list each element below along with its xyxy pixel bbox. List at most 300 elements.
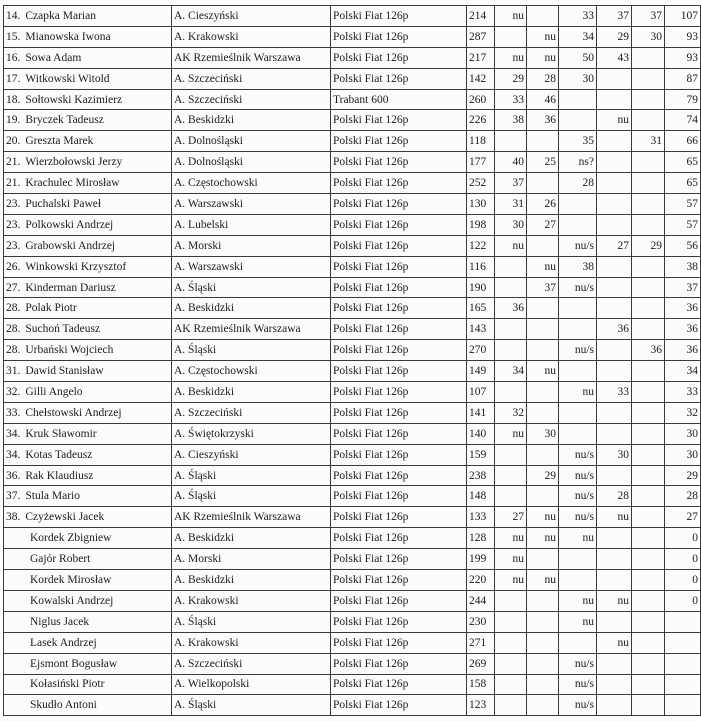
competitor-cell: [4, 382, 172, 403]
car-cell: Polski Fiat 126p: [331, 194, 467, 215]
stage-score-cell: [559, 214, 597, 235]
competitor-cell: [4, 695, 172, 716]
stage-score-cell: 29: [597, 26, 632, 47]
table-row: [4, 89, 701, 110]
results-body: [4, 6, 701, 716]
stage-score-cell: 29: [632, 235, 665, 256]
stage-score-cell: ns?: [559, 152, 597, 173]
stage-score-cell: nu: [527, 528, 559, 549]
total-points-cell: 34: [665, 361, 701, 382]
table-row: [4, 549, 701, 570]
stage-score-cell: [632, 507, 665, 528]
club-cell: A. Krakowski: [172, 26, 331, 47]
stage-score-cell: 34: [495, 361, 527, 382]
competitor-name: Urbański Wojciech: [25, 344, 114, 357]
stage-score-cell: [527, 173, 559, 194]
stage-score-cell: 27: [495, 507, 527, 528]
car-cell: Polski Fiat 126p: [331, 570, 467, 591]
position-label: 14.: [6, 9, 21, 22]
stage-score-cell: 26: [527, 194, 559, 215]
car-cell: Polski Fiat 126p: [331, 152, 467, 173]
total-points-cell: 79: [665, 89, 701, 110]
stage-score-cell: 27: [527, 214, 559, 235]
stage-score-cell: 29: [527, 465, 559, 486]
club-cell: A. Świętokrzyski: [172, 423, 331, 444]
competitor-cell: [4, 6, 172, 27]
stage-score-cell: [495, 277, 527, 298]
table-row: [4, 173, 701, 194]
stage-score-cell: [559, 423, 597, 444]
total-points-cell: 65: [665, 173, 701, 194]
competitor-name: Wierzbołowski Jerzy: [25, 156, 123, 169]
table-row: [4, 26, 701, 47]
table-row: [4, 194, 701, 215]
stage-score-cell: [527, 590, 559, 611]
stage-score-cell: 36: [632, 340, 665, 361]
stage-score-cell: [527, 674, 559, 695]
competitor-name: Krachulec Mirosław: [25, 177, 120, 190]
car-cell: Polski Fiat 126p: [331, 653, 467, 674]
stage-score-cell: nu: [597, 632, 632, 653]
stage-score-cell: 40: [495, 152, 527, 173]
stage-score-cell: [597, 277, 632, 298]
position-label: 32.: [6, 385, 21, 398]
stage-score-cell: [495, 465, 527, 486]
position-label: 33.: [6, 406, 21, 419]
stage-score-cell: [527, 382, 559, 403]
stage-score-cell: [632, 277, 665, 298]
total-points-cell: [665, 653, 701, 674]
club-cell: A. Beskidzki: [172, 382, 331, 403]
total-points-cell: 93: [665, 47, 701, 68]
stage-score-cell: [632, 632, 665, 653]
stage-score-cell: nu: [597, 110, 632, 131]
competitor-name: Kołasiński Piotr: [30, 678, 105, 691]
total-points-cell: 107: [665, 6, 701, 27]
stage-score-cell: nu/s: [559, 695, 597, 716]
stage-score-cell: [597, 465, 632, 486]
total-points-cell: 0: [665, 528, 701, 549]
table-row: [4, 214, 701, 235]
stage-score-cell: [632, 194, 665, 215]
total-points-cell: 29: [665, 465, 701, 486]
competitor-name: Czyżewski Jacek: [25, 511, 105, 524]
stage-score-cell: nu: [559, 528, 597, 549]
table-row: [4, 507, 701, 528]
start-number-cell: 220: [467, 570, 495, 591]
stage-score-cell: nu: [527, 47, 559, 68]
competitor-cell: [4, 152, 172, 173]
stage-score-cell: [597, 340, 632, 361]
competitor-cell: [4, 528, 172, 549]
total-points-cell: 56: [665, 235, 701, 256]
club-cell: A. Beskidzki: [172, 528, 331, 549]
stage-score-cell: [527, 298, 559, 319]
club-cell: A. Morski: [172, 549, 331, 570]
position-label: 21.: [6, 177, 21, 190]
stage-score-cell: [597, 298, 632, 319]
car-cell: Polski Fiat 126p: [331, 110, 467, 131]
club-cell: A. Cieszyński: [172, 444, 331, 465]
club-cell: A. Beskidzki: [172, 110, 331, 131]
club-cell: A. Częstochowski: [172, 173, 331, 194]
stage-score-cell: [597, 256, 632, 277]
stage-score-cell: 30: [495, 214, 527, 235]
stage-score-cell: 38: [495, 110, 527, 131]
start-number-cell: 118: [467, 131, 495, 152]
car-cell: Polski Fiat 126p: [331, 486, 467, 507]
stage-score-cell: 37: [527, 277, 559, 298]
total-points-cell: 38: [665, 256, 701, 277]
position-label: 18.: [6, 93, 21, 106]
car-cell: Polski Fiat 126p: [331, 632, 467, 653]
competitor-name: Sowa Adam: [25, 51, 82, 64]
stage-score-cell: [632, 465, 665, 486]
stage-score-cell: [495, 486, 527, 507]
position-label: 23.: [6, 197, 21, 210]
club-cell: A. Morski: [172, 235, 331, 256]
stage-score-cell: [559, 549, 597, 570]
stage-score-cell: [632, 611, 665, 632]
stage-score-cell: [527, 340, 559, 361]
total-points-cell: 36: [665, 340, 701, 361]
stage-score-cell: 34: [559, 26, 597, 47]
table-row: [4, 319, 701, 340]
stage-score-cell: [495, 256, 527, 277]
stage-score-cell: nu/s: [559, 444, 597, 465]
start-number-cell: 177: [467, 152, 495, 173]
stage-score-cell: nu: [527, 26, 559, 47]
competitor-cell: [4, 507, 172, 528]
car-cell: Polski Fiat 126p: [331, 214, 467, 235]
start-number-cell: 128: [467, 528, 495, 549]
club-cell: A. Dolnośląski: [172, 131, 331, 152]
stage-score-cell: 31: [632, 131, 665, 152]
club-cell: A. Szczeciński: [172, 89, 331, 110]
total-points-cell: 28: [665, 486, 701, 507]
competitor-name: Puchalski Paweł: [25, 197, 102, 210]
stage-score-cell: [495, 444, 527, 465]
start-number-cell: 199: [467, 549, 495, 570]
car-cell: Polski Fiat 126p: [331, 507, 467, 528]
stage-score-cell: [559, 570, 597, 591]
stage-score-cell: [559, 194, 597, 215]
competitor-name: Lasek Andrzej: [30, 636, 97, 649]
stage-score-cell: 32: [495, 402, 527, 423]
start-number-cell: 130: [467, 194, 495, 215]
table-row: [4, 68, 701, 89]
competitor-cell: [4, 131, 172, 152]
stage-score-cell: [495, 382, 527, 403]
stage-score-cell: 28: [597, 486, 632, 507]
position-label: 34.: [6, 448, 21, 461]
stage-score-cell: 37: [597, 6, 632, 27]
competitor-cell: [4, 319, 172, 340]
stage-score-cell: [597, 423, 632, 444]
stage-score-cell: 30: [632, 26, 665, 47]
stage-score-cell: [632, 214, 665, 235]
stage-score-cell: 28: [559, 173, 597, 194]
stage-score-cell: [632, 549, 665, 570]
stage-score-cell: 27: [597, 235, 632, 256]
start-number-cell: 116: [467, 256, 495, 277]
stage-score-cell: nu: [527, 507, 559, 528]
total-points-cell: 30: [665, 423, 701, 444]
stage-score-cell: 37: [495, 173, 527, 194]
club-cell: A. Częstochowski: [172, 361, 331, 382]
stage-score-cell: [597, 570, 632, 591]
competitor-cell: [4, 26, 172, 47]
car-cell: Polski Fiat 126p: [331, 444, 467, 465]
stage-score-cell: 36: [527, 110, 559, 131]
start-number-cell: 214: [467, 6, 495, 27]
stage-score-cell: [559, 319, 597, 340]
stage-score-cell: [527, 444, 559, 465]
competitor-name: Polkowski Andrzej: [25, 218, 114, 231]
stage-score-cell: [632, 361, 665, 382]
car-cell: Polski Fiat 126p: [331, 173, 467, 194]
competitor-cell: [4, 68, 172, 89]
club-cell: A. Krakowski: [172, 632, 331, 653]
car-cell: Polski Fiat 126p: [331, 423, 467, 444]
stage-score-cell: [597, 402, 632, 423]
competitor-cell: [4, 486, 172, 507]
car-cell: Polski Fiat 126p: [331, 361, 467, 382]
table-row: [4, 528, 701, 549]
table-row: [4, 340, 701, 361]
stage-score-cell: [632, 528, 665, 549]
stage-score-cell: [632, 68, 665, 89]
club-cell: A. Śląski: [172, 611, 331, 632]
position-label: 37.: [6, 490, 21, 503]
start-number-cell: 143: [467, 319, 495, 340]
start-number-cell: 287: [467, 26, 495, 47]
stage-score-cell: 50: [559, 47, 597, 68]
start-number-cell: 165: [467, 298, 495, 319]
stage-score-cell: [597, 131, 632, 152]
table-row: [4, 298, 701, 319]
car-cell: Polski Fiat 126p: [331, 590, 467, 611]
stage-score-cell: [632, 653, 665, 674]
competitor-name: Chełstowski Andrzej: [25, 406, 122, 419]
competitor-name: Greszta Marek: [25, 135, 94, 148]
competitor-cell: [4, 214, 172, 235]
stage-score-cell: [632, 110, 665, 131]
stage-score-cell: [597, 653, 632, 674]
car-cell: Polski Fiat 126p: [331, 340, 467, 361]
stage-score-cell: [495, 674, 527, 695]
start-number-cell: 159: [467, 444, 495, 465]
club-cell: AK Rzemieślnik Warszawa: [172, 47, 331, 68]
table-row: [4, 6, 701, 27]
competitor-cell: [4, 402, 172, 423]
car-cell: Polski Fiat 126p: [331, 465, 467, 486]
club-cell: A. Krakowski: [172, 590, 331, 611]
stage-score-cell: [559, 402, 597, 423]
stage-score-cell: [597, 361, 632, 382]
car-cell: Polski Fiat 126p: [331, 319, 467, 340]
stage-score-cell: [597, 214, 632, 235]
stage-score-cell: [495, 319, 527, 340]
total-points-cell: [665, 632, 701, 653]
stage-score-cell: nu: [527, 256, 559, 277]
car-cell: Polski Fiat 126p: [331, 298, 467, 319]
stage-score-cell: 25: [527, 152, 559, 173]
club-cell: A. Śląski: [172, 695, 331, 716]
competitor-name: Gajór Robert: [30, 553, 91, 566]
stage-score-cell: [597, 611, 632, 632]
stage-score-cell: [527, 131, 559, 152]
start-number-cell: 123: [467, 695, 495, 716]
stage-score-cell: nu: [495, 570, 527, 591]
competitor-cell: [4, 549, 172, 570]
competitor-cell: [4, 277, 172, 298]
competitor-cell: [4, 674, 172, 695]
table-row: [4, 235, 701, 256]
club-cell: A. Dolnośląski: [172, 152, 331, 173]
table-row: [4, 590, 701, 611]
competitor-cell: [4, 590, 172, 611]
stage-score-cell: [632, 402, 665, 423]
total-points-cell: 37: [665, 277, 701, 298]
start-number-cell: 198: [467, 214, 495, 235]
club-cell: A. Beskidzki: [172, 570, 331, 591]
stage-score-cell: nu: [597, 507, 632, 528]
competitor-cell: [4, 423, 172, 444]
stage-score-cell: 38: [559, 256, 597, 277]
table-row: [4, 653, 701, 674]
club-cell: AK Rzemieślnik Warszawa: [172, 319, 331, 340]
stage-score-cell: 35: [559, 131, 597, 152]
stage-score-cell: nu/s: [559, 235, 597, 256]
table-row: [4, 674, 701, 695]
total-points-cell: 74: [665, 110, 701, 131]
stage-score-cell: [632, 695, 665, 716]
car-cell: Polski Fiat 126p: [331, 131, 467, 152]
club-cell: A. Wielkopolski: [172, 674, 331, 695]
table-row: [4, 277, 701, 298]
competitor-name: Suchoń Tadeusz: [25, 323, 101, 336]
competitor-name: Grabowski Andrzej: [25, 239, 116, 252]
club-cell: A. Warszawski: [172, 256, 331, 277]
total-points-cell: 0: [665, 549, 701, 570]
car-cell: Polski Fiat 126p: [331, 6, 467, 27]
club-cell: A. Śląski: [172, 486, 331, 507]
table-row: [4, 110, 701, 131]
stage-score-cell: [495, 632, 527, 653]
competitor-cell: [4, 611, 172, 632]
total-points-cell: 30: [665, 444, 701, 465]
stage-score-cell: nu: [527, 361, 559, 382]
total-points-cell: [665, 695, 701, 716]
start-number-cell: 141: [467, 402, 495, 423]
stage-score-cell: nu: [495, 528, 527, 549]
competitor-name: Kordek Zbigniew: [30, 532, 112, 545]
stage-score-cell: [597, 674, 632, 695]
car-cell: Polski Fiat 126p: [331, 382, 467, 403]
position-label: 23.: [6, 239, 21, 252]
table-row: [4, 256, 701, 277]
competitor-name: Polak Piotr: [25, 302, 77, 315]
start-number-cell: 252: [467, 173, 495, 194]
table-row: [4, 486, 701, 507]
stage-score-cell: [495, 695, 527, 716]
start-number-cell: 149: [467, 361, 495, 382]
start-number-cell: 140: [467, 423, 495, 444]
stage-score-cell: [559, 89, 597, 110]
start-number-cell: 238: [467, 465, 495, 486]
stage-score-cell: nu/s: [559, 674, 597, 695]
total-points-cell: [665, 674, 701, 695]
stage-score-cell: nu: [559, 382, 597, 403]
stage-score-cell: nu: [495, 47, 527, 68]
position-label: 38.: [6, 511, 21, 524]
position-label: 19.: [6, 114, 21, 127]
table-row: [4, 695, 701, 716]
total-points-cell: 32: [665, 402, 701, 423]
stage-score-cell: 30: [559, 68, 597, 89]
stage-score-cell: nu: [495, 235, 527, 256]
stage-score-cell: [559, 632, 597, 653]
stage-score-cell: 30: [597, 444, 632, 465]
stage-score-cell: [597, 528, 632, 549]
competitor-cell: [4, 340, 172, 361]
stage-score-cell: [632, 47, 665, 68]
club-cell: A. Lubelski: [172, 214, 331, 235]
start-number-cell: 260: [467, 89, 495, 110]
competitor-name: Sołtowski Kazimierz: [25, 93, 123, 106]
car-cell: Trabant 600: [331, 89, 467, 110]
stage-score-cell: [632, 298, 665, 319]
club-cell: A. Warszawski: [172, 194, 331, 215]
stage-score-cell: nu: [495, 549, 527, 570]
club-cell: A. Szczeciński: [172, 653, 331, 674]
total-points-cell: 57: [665, 214, 701, 235]
stage-score-cell: [632, 570, 665, 591]
car-cell: Polski Fiat 126p: [331, 235, 467, 256]
competitor-cell: [4, 361, 172, 382]
stage-score-cell: nu: [495, 423, 527, 444]
competitor-name: Skudło Antoni: [30, 699, 97, 712]
competitor-name: Kotas Tadeusz: [25, 448, 93, 461]
stage-score-cell: [632, 590, 665, 611]
competitor-cell: [4, 194, 172, 215]
stage-score-cell: [527, 695, 559, 716]
table-row: [4, 444, 701, 465]
competitor-cell: [4, 89, 172, 110]
total-points-cell: 66: [665, 131, 701, 152]
stage-score-cell: nu/s: [559, 340, 597, 361]
stage-score-cell: 46: [527, 89, 559, 110]
car-cell: Polski Fiat 126p: [331, 68, 467, 89]
stage-score-cell: 33: [495, 89, 527, 110]
results-table: [3, 5, 701, 716]
start-number-cell: 142: [467, 68, 495, 89]
stage-score-cell: [632, 423, 665, 444]
start-number-cell: 270: [467, 340, 495, 361]
stage-score-cell: [597, 173, 632, 194]
position-label: 26.: [6, 260, 21, 273]
stage-score-cell: [559, 361, 597, 382]
club-cell: AK Rzemieślnik Warszawa: [172, 507, 331, 528]
club-cell: A. Szczeciński: [172, 402, 331, 423]
stage-score-cell: [527, 611, 559, 632]
stage-score-cell: 37: [632, 6, 665, 27]
competitor-cell: [4, 173, 172, 194]
table-row: [4, 611, 701, 632]
car-cell: Polski Fiat 126p: [331, 47, 467, 68]
stage-score-cell: 28: [527, 68, 559, 89]
